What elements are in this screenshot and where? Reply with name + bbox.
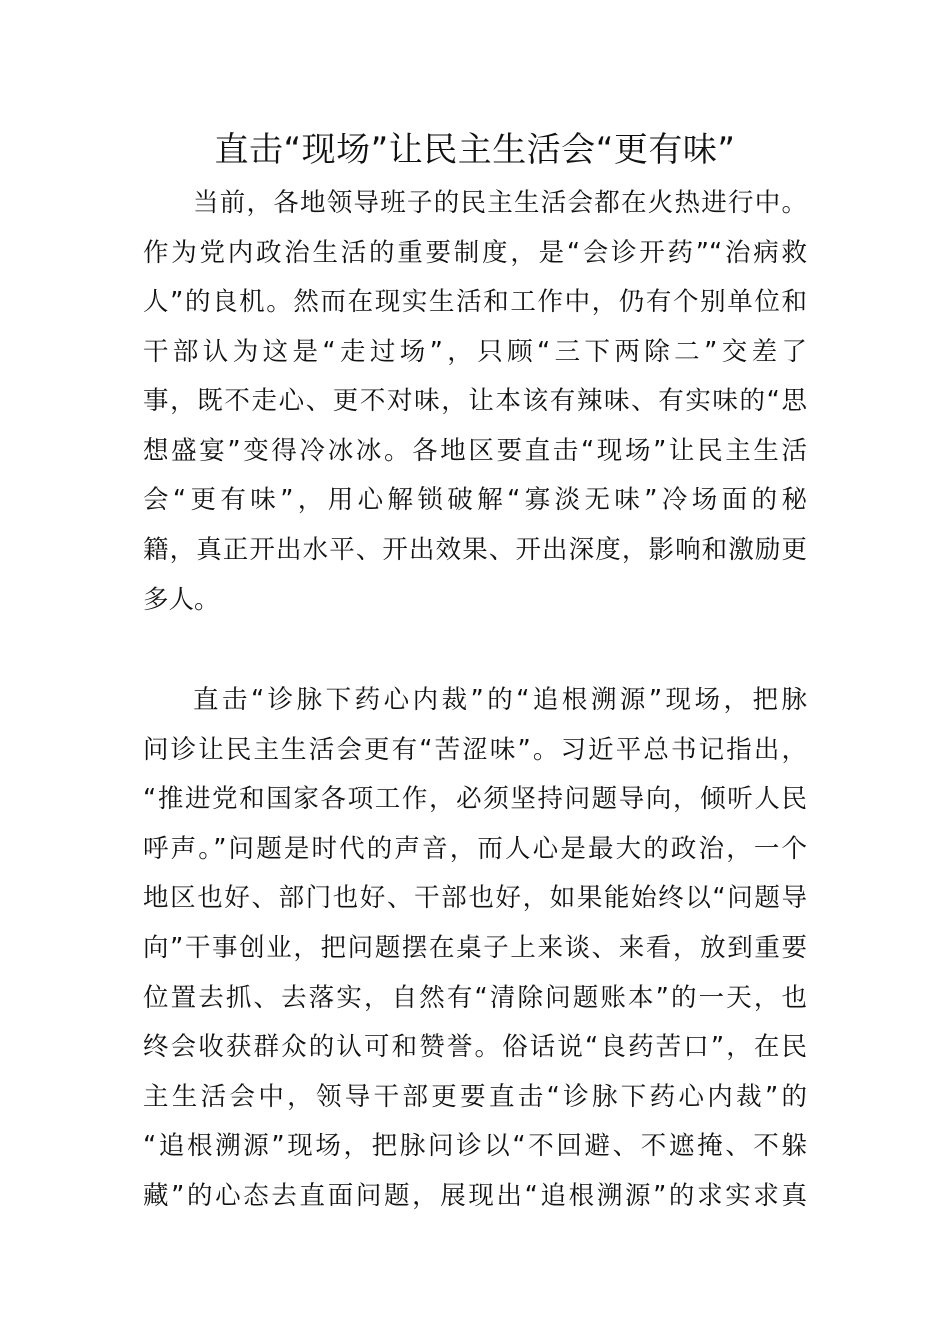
paragraph-line: 位置去抓、去落实，自然有“清除问题账本”的一天，也 [143, 983, 807, 1013]
paragraph-line: 人”的良机。然而在现实生活和工作中，仍有个别单位和 [143, 287, 807, 317]
paragraph-line: 终会收获群众的认可和赞誉。俗话说“良药苦口”，在民 [143, 1032, 807, 1062]
document-title: 直击“现场”让民主生活会“更有味” [214, 130, 736, 170]
paragraph-line: 会“更有味”，用心解锁破解“寡淡无味”冷场面的秘 [143, 485, 807, 515]
paragraph-line: “追根溯源”现场，把脉问诊以“不回避、不遮掩、不躲 [143, 1131, 807, 1161]
paragraph-line: 籍，真正开出水平、开出效果、开出深度，影响和激励更 [143, 535, 807, 565]
paragraph-line: “推进党和国家各项工作，必须坚持问题导向，倾听人民 [143, 784, 807, 814]
paragraph-line: 问诊让民主生活会更有“苦涩味”。习近平总书记指出， [143, 735, 807, 765]
paragraph-line: 呼声。”问题是时代的声音，而人心是最大的政治，一个 [143, 834, 807, 864]
paragraph-line: 直击“诊脉下药心内裁”的“追根溯源”现场，把脉 [193, 685, 807, 715]
paragraph-line: 藏”的心态去直面问题，展现出“追根溯源”的求实求真 [143, 1181, 807, 1211]
paragraph-line: 向”干事创业，把问题摆在桌子上来谈、来看，放到重要 [143, 933, 807, 963]
paragraph-line: 地区也好、部门也好、干部也好，如果能始终以“问题导 [143, 883, 807, 913]
paragraph-line: 主生活会中，领导干部更要直击“诊脉下药心内裁”的 [143, 1082, 807, 1112]
paragraph-line: 多人。 [143, 585, 220, 615]
paragraph-line: 干部认为这是“走过场”，只顾“三下两除二”交差了 [143, 337, 807, 367]
paragraph-line: 事，既不走心、更不对味，让本该有辣味、有实味的“思 [143, 386, 807, 416]
paragraph-line: 想盛宴”变得冷冰冰。各地区要直击“现场”让民主生活 [143, 436, 807, 466]
paragraph-line: 作为党内政治生活的重要制度，是“会诊开药”“治病救 [143, 238, 807, 268]
paragraph-line: 当前，各地领导班子的民主生活会都在火热进行中。 [193, 188, 807, 218]
